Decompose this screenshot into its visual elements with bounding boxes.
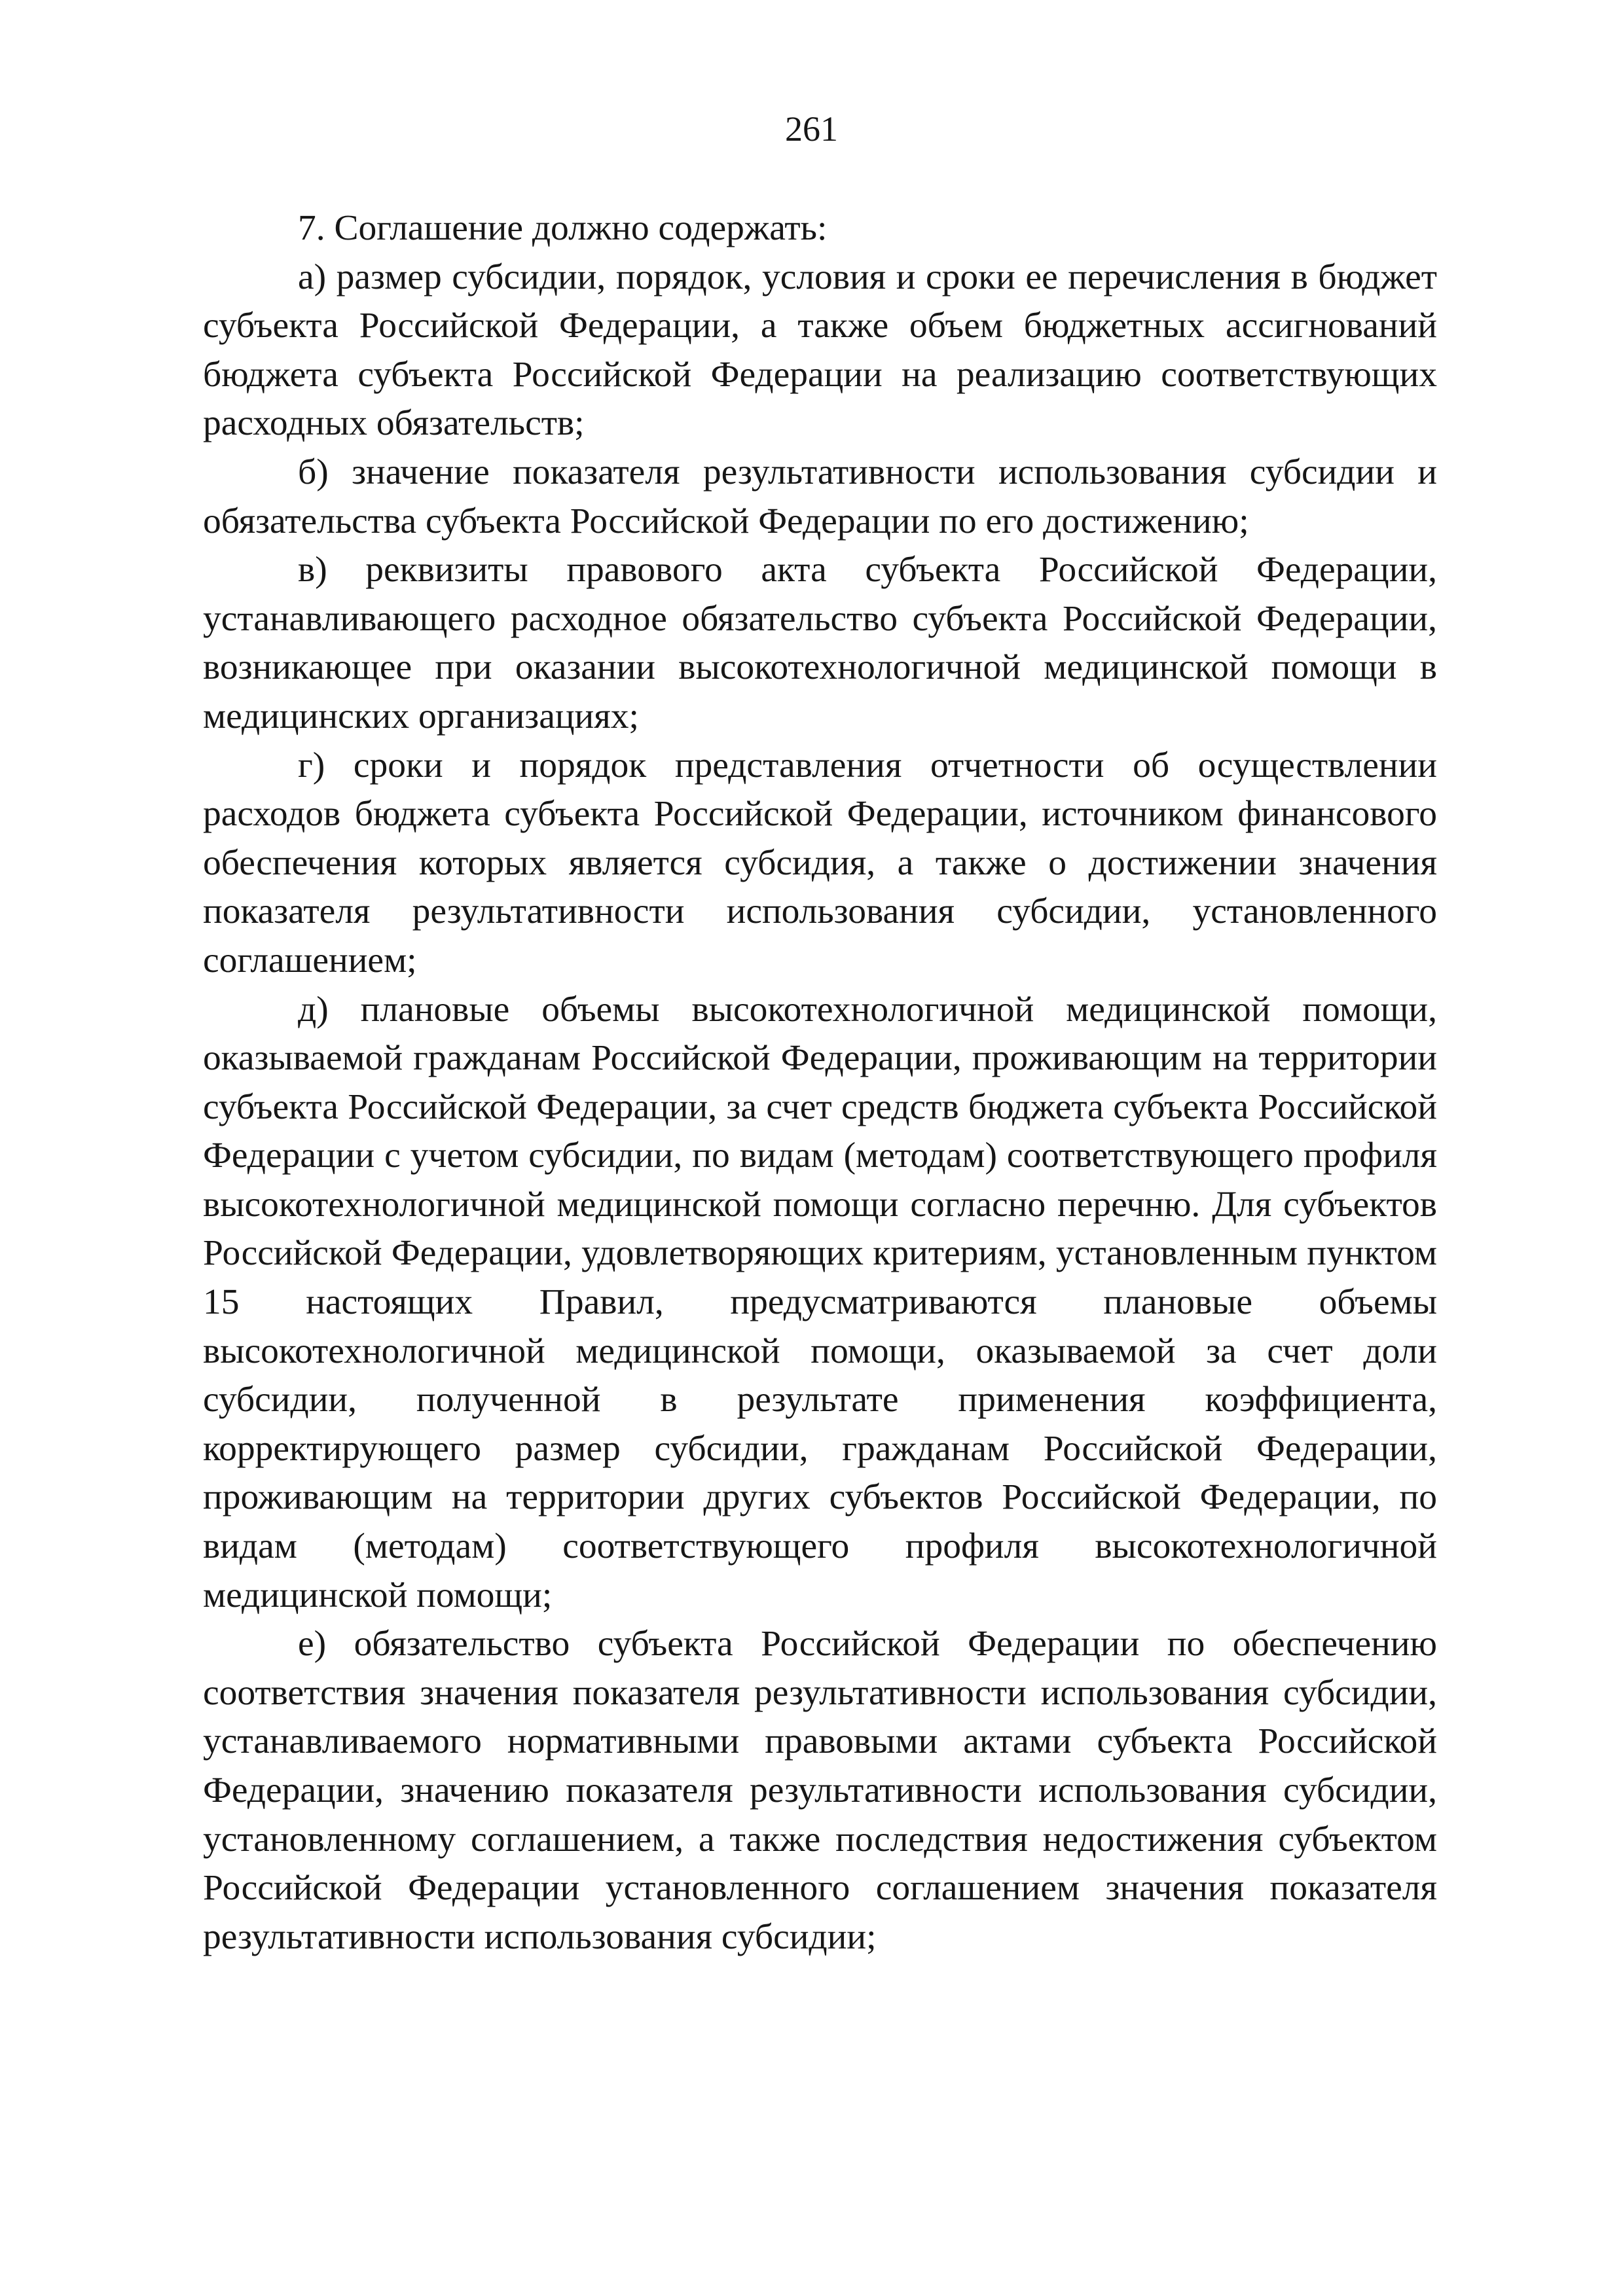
- paragraph-e: е) обязательство субъекта Российской Федерации по обеспечению соответствия значения показателя результативности использования субсидии, устанавливаемого нормативными правовыми актами субъекта Российской Федерации, значению показателя результативности использования субсидии, установленному соглашением, а также последствия недостижения субъектом Российской Федерации установленного соглашением значения показателя результативности использования субсидии;: [203, 1624, 1437, 1957]
- page-number: 261: [785, 109, 838, 149]
- paragraph-b: б) значение показателя результативности использования субсидии и обязательства субъекта Российской Федерации по его достижению;: [203, 452, 1437, 541]
- paragraph-d: д) плановые объемы высокотехнологичной медицинской помощи, оказываемой гражданам Российской Федерации, проживающим на территории субъекта Российской Федерации, за счет средств бюджета субъекта Российской Федерации с учетом субсидии, по видам (методам) соответствующего профиля высокотехнологичной медицинской помощи согласно перечню. Для субъектов Российской Федерации, удовлетворяющих критериям, установленным пунктом 15 настоящих Правил, предусматриваются плановые объемы высокотехнологичной медицинской помощи, оказываемой за счет доли субсидии, полученной в результате применения коэффициента, корректирующего размер субсидии, гражданам Российской Федерации, проживающим на территории других субъектов Российской Федерации, по видам (методам) соответствующего профиля высокотехнологичной медицинской помощи;: [203, 989, 1437, 1615]
- paragraph-intro: 7. Соглашение должно содержать:: [298, 208, 828, 248]
- paragraph-a: а) размер субсидии, порядок, условия и сроки ее перечисления в бюджет субъекта Российской Федерации, а также объем бюджетных ассигнований бюджета субъекта Российской Федерации на реализацию соответствующих расходных обязательств;: [203, 257, 1437, 444]
- paragraph-g: г) сроки и порядок представления отчетности об осуществлении расходов бюджета субъекта Российской Федерации, источником финансового обеспечения которых является субсидия, а также о достижении значения показателя результативности использования субсидии, установленного соглашением;: [203, 745, 1437, 980]
- document-body: [203, 204, 1437, 1962]
- paragraph-v: в) реквизиты правового акта субъекта Российской Федерации, устанавливающего расходное обязательство субъекта Российской Федерации, возникающее при оказании высокотехнологичной медицинской помощи в медицинских организациях;: [203, 550, 1437, 736]
